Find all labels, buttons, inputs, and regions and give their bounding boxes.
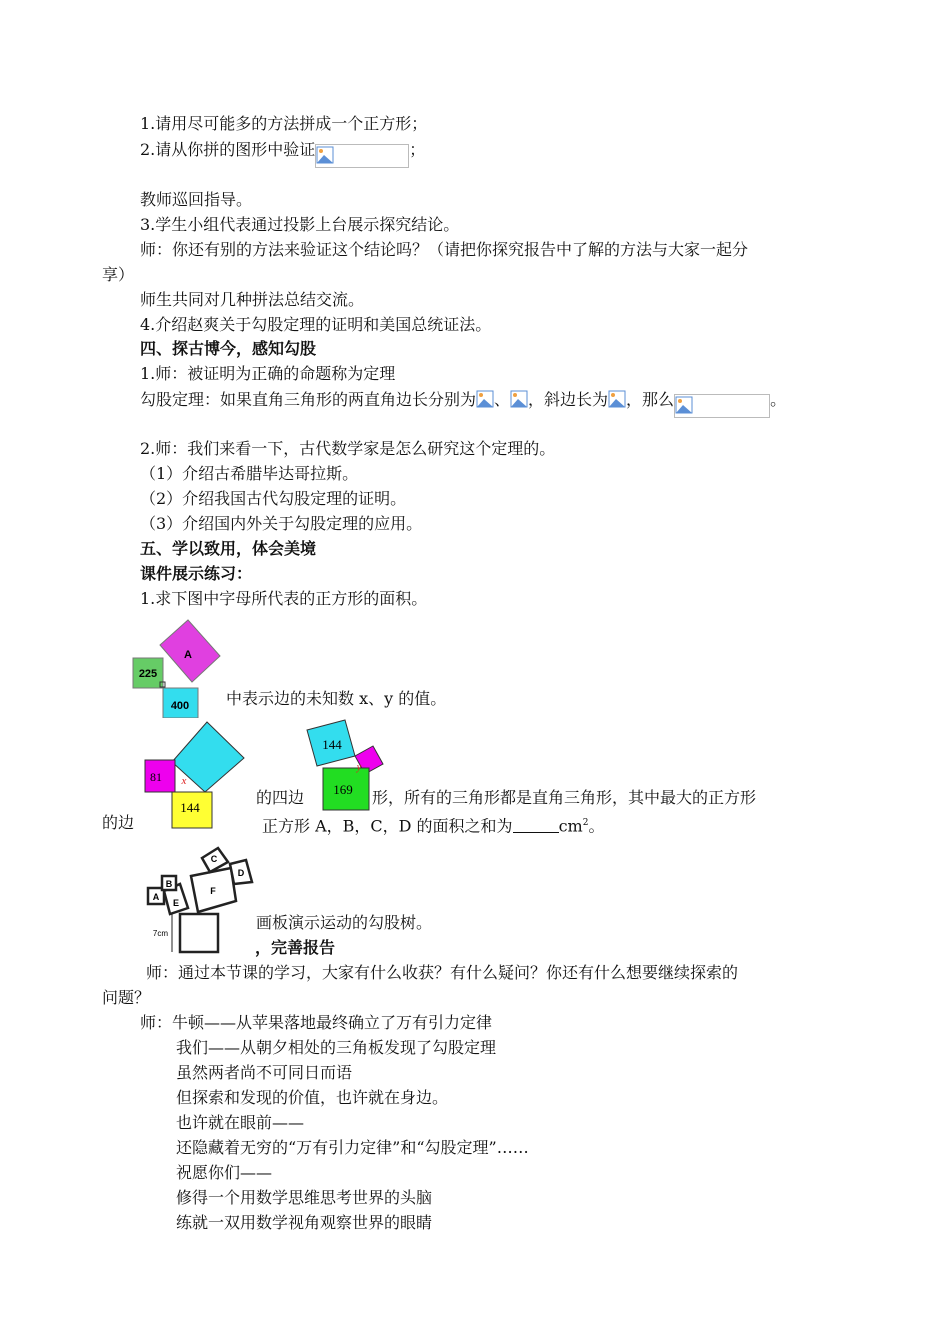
poem-line-2: 我们——从朝夕相处的三角板发现了勾股定理 [176,1038,497,1057]
exercise-heading: 课件展示练习： [140,564,253,583]
theorem-text: 勾股定理：如果直角三角形的两直角边长分别为 [140,390,477,409]
teacher-question-cont: 享） [102,265,135,284]
exercise-3-fragment-b: 形，所有的三角形都是直角三角形，其中最大的正方形 [372,788,757,807]
poem-line-1: 师：牛顿——从苹果落地最终确立了万有引力定律 [140,1013,493,1032]
formula-image-placeholder [315,144,409,168]
figure-4-pythagoras-tree [136,846,258,958]
section-5-heading: 五、学以致用，体会美境 [140,539,317,558]
teacher-question: 师：你还有别的方法来验证这个结论吗？（请把你探究报告中了解的方法与大家一起分 [140,240,749,259]
figure-3-squares [305,718,389,812]
fig2-label-144: 144 [180,800,200,815]
summary-line: 师生共同对几种拼法总结交流。 [140,290,365,309]
fig4-label-d: D [237,868,245,878]
task-1: 1.请用尽可能多的方法拼成一个正方形； [140,114,428,133]
poem-line-6: 还隐藏着无穷的“万有引力定律”和“勾股定理”…… [176,1138,529,1157]
broken-image-icon [675,396,693,414]
fig2-label-81: 81 [150,770,162,784]
fig4-label-f: F [210,886,216,896]
broken-image-icon [608,390,626,408]
poem-line-7: 祝愿你们—— [176,1163,273,1182]
task-3: 3.学生小组代表通过投影上台展示探究结论。 [140,215,460,234]
broken-image-icon [476,390,494,408]
task-4: 4.介绍赵爽关于勾股定理的证明和美国总统证法。 [140,315,492,334]
fig1-label-225: 225 [138,668,158,680]
hyp-text: ，斜边长为 [528,390,609,409]
poem-line-3: 虽然两者尚不可同日而语 [176,1063,353,1082]
exercise-1: 1.求下图中字母所代表的正方形的面积。 [140,589,428,608]
unit: cm [558,816,583,836]
exercise-2-fragment: 中表示边的未知数 x、y 的值。 [226,689,447,708]
history-intro: 2.师：我们来看一下，古代数学家是怎么研究这个定理的。 [140,439,556,458]
broken-image-icon [316,146,334,164]
fig3-label-144: 144 [322,737,342,752]
teacher-guide: 教师巡回指导。 [140,190,253,209]
closing-question-cont: 问题？ [102,988,151,1007]
fig1-label-400: 400 [170,700,190,712]
fig4-label-e: E [172,898,180,908]
sep: 、 [494,390,511,409]
fig3-label-169: 169 [333,782,353,797]
closing-question: 师：通过本节课的学习，大家有什么收获？有什么疑问？你还有什么想要继续探索的 [146,963,739,982]
fig4-label-a: A [152,892,160,902]
then-text: ，那么 [626,390,675,409]
figure-1-squares [130,618,230,718]
task-2 [140,139,425,168]
theorem-def: 1.师：被证明为正确的命题称为定理 [140,364,396,383]
history-2: （2）介绍我国古代勾股定理的证明。 [140,489,407,508]
period: 。 [770,390,787,409]
history-3: （3）介绍国内外关于勾股定理的应用。 [140,514,423,533]
history-1: （1）介绍古希腊毕达哥拉斯。 [140,464,359,483]
poem-line-4: 但探索和发现的价值，也许就在身边。 [176,1088,449,1107]
fig3-label-y: y [356,762,362,773]
fig4-label-7cm: 7cm [152,929,168,938]
unit-exp: 2 [582,818,589,828]
exercise-3-fragment-d [262,812,604,837]
exercise-4-fragment: 画板演示运动的勾股树。 [256,913,433,932]
answer-blank [513,818,559,833]
poem-line-9: 练就一双用数学视角观察世界的眼睛 [176,1213,433,1232]
fig4-label-c: C [210,854,218,864]
section-4-heading: 四、探古博今，感知勾股 [140,339,317,358]
exercise-3-fragment-a: 的四边 [256,788,305,807]
exercise-3-fragment-c: 的边 [102,813,135,832]
section-6-heading-fragment: ，完善报告 [255,938,336,957]
fig2-label-x: x [181,775,187,787]
task-2-text: 2.请从你拼的图形中验证 [140,140,316,159]
figure-2-squares [142,720,248,830]
formula-image-placeholder [674,394,770,418]
broken-image-icon [510,390,528,408]
fig1-label-a: A [184,649,192,661]
poem-line-8: 修得一个用数学思维思考世界的头脑 [176,1188,433,1207]
poem-line-5: 也许就在眼前—— [176,1113,305,1132]
fig4-label-b: B [165,879,173,889]
exercise-3-text: 正方形 A，B，C，D 的面积之和为 [262,816,513,836]
period: 。 [588,816,605,836]
theorem-statement [140,389,786,418]
task-2-end: ； [409,140,426,159]
